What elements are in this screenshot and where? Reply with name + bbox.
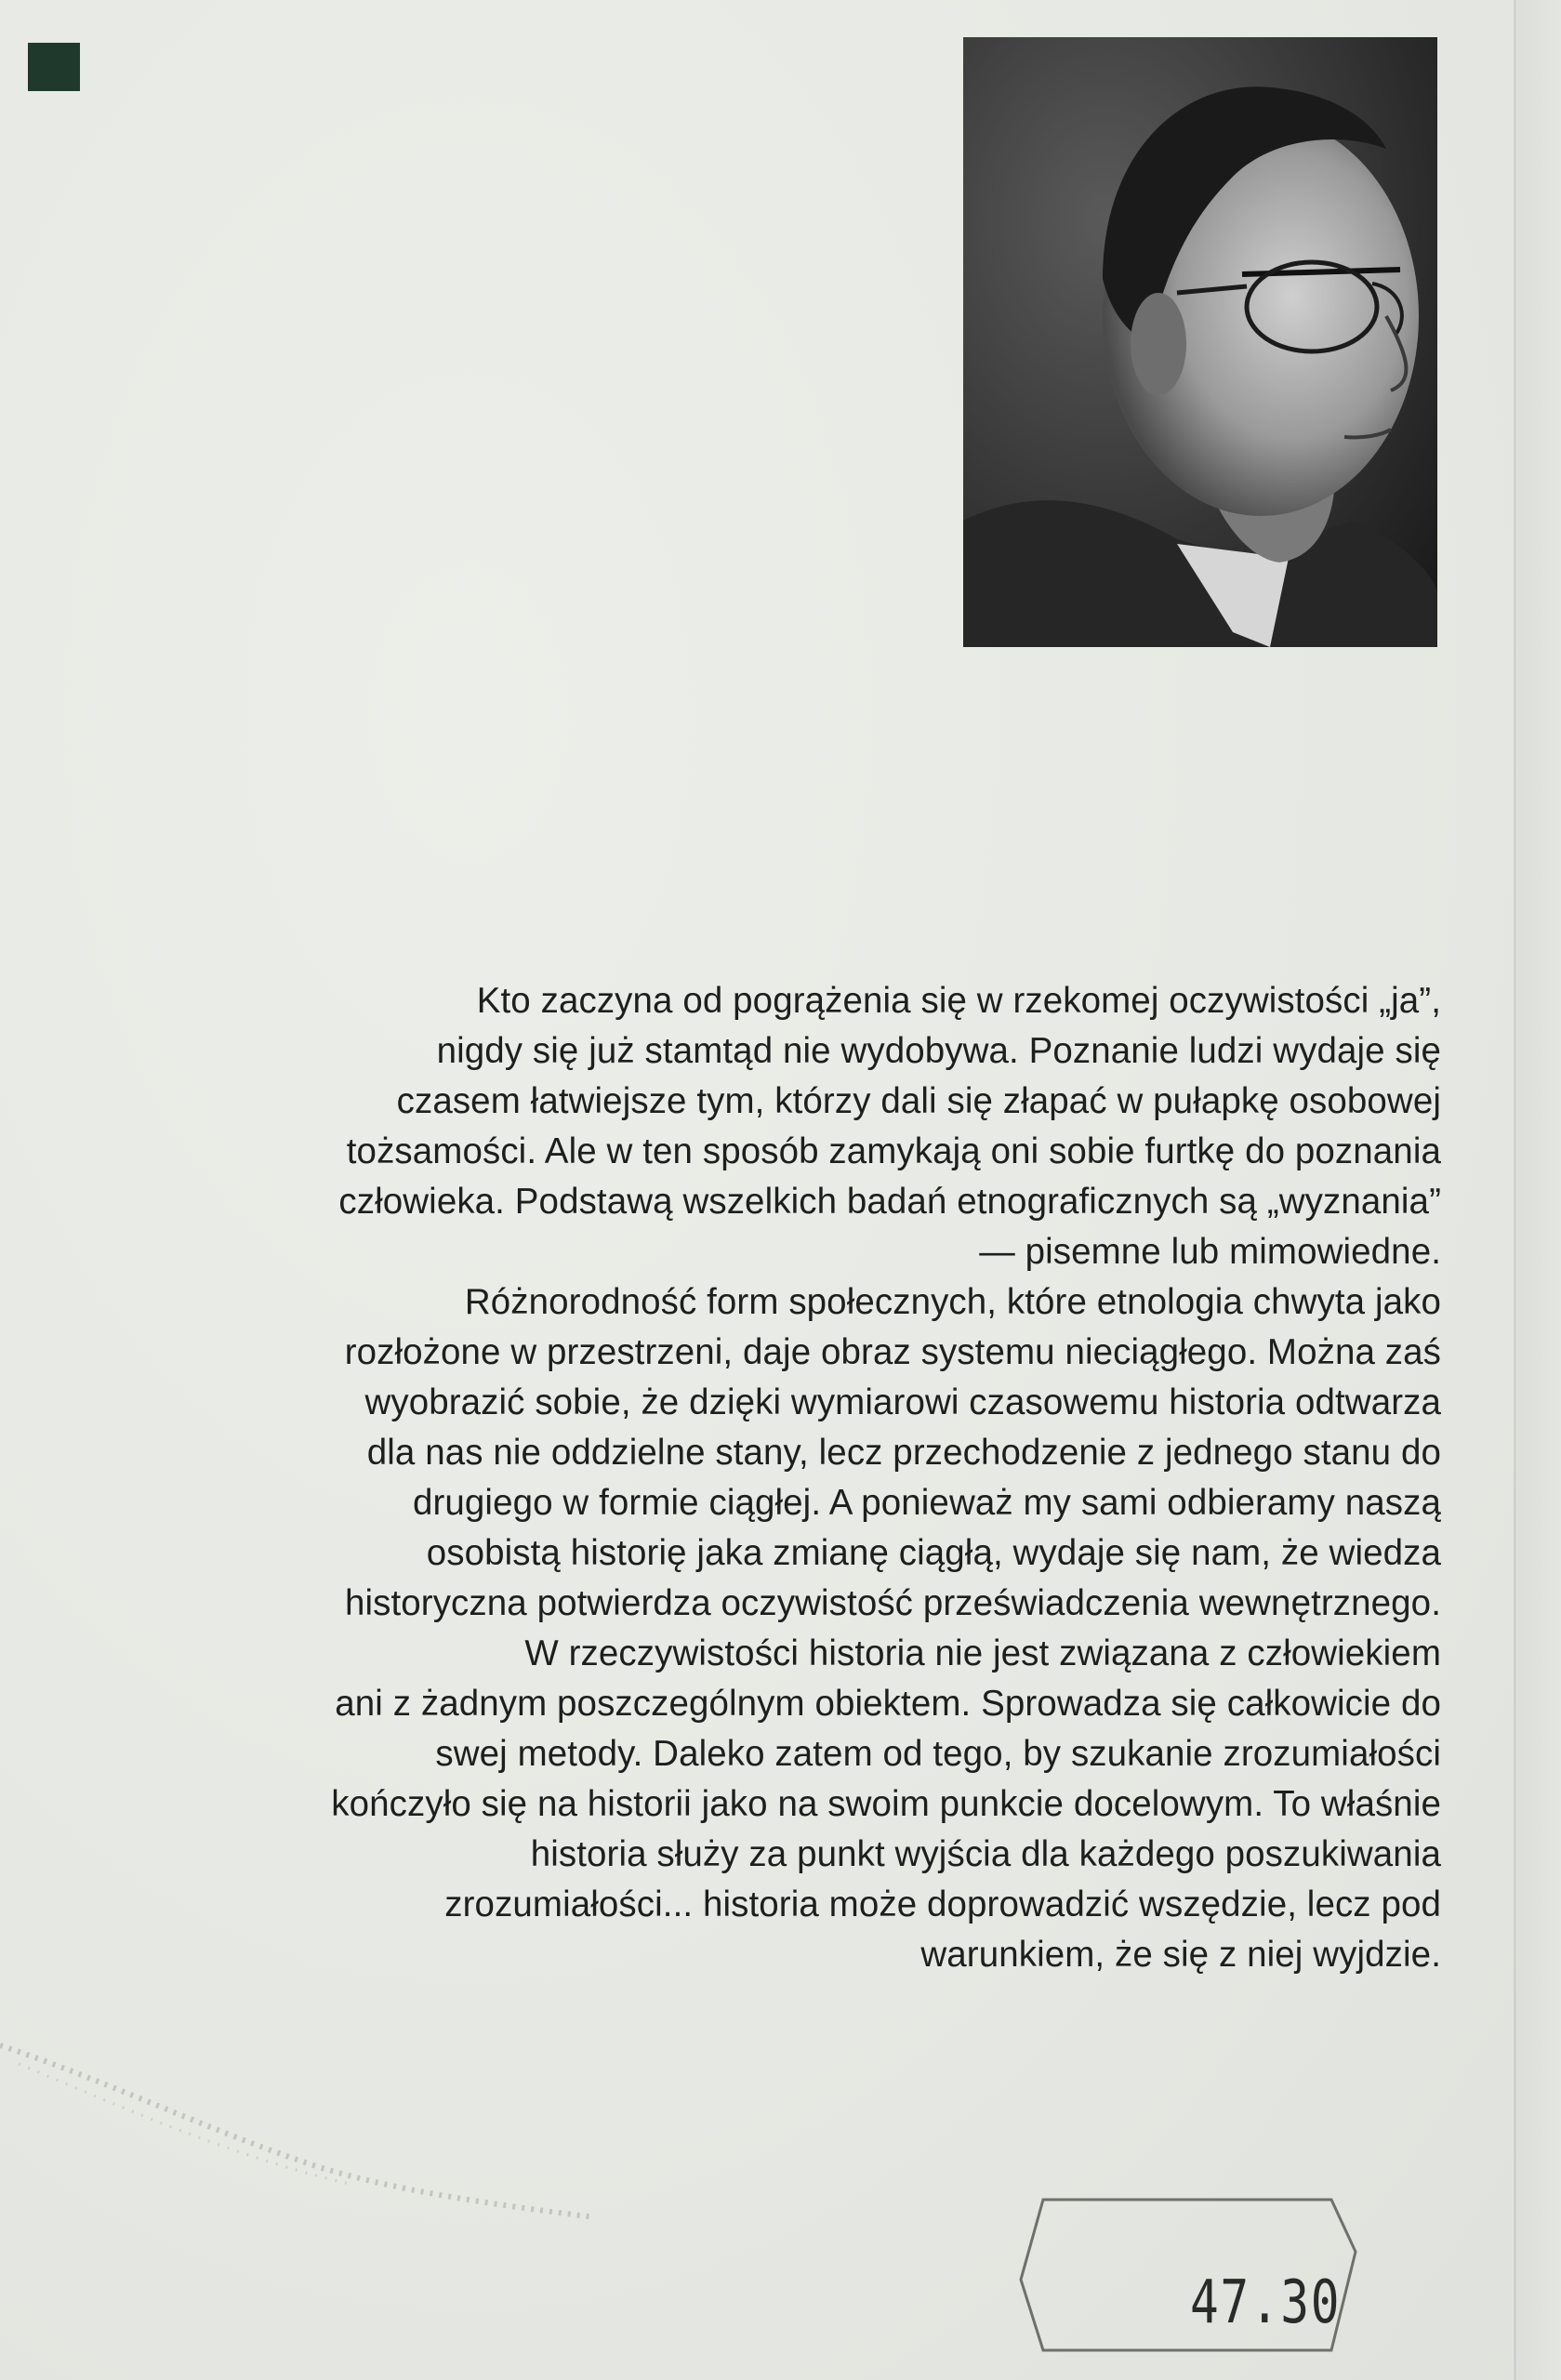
cover-scuff-marks — [0, 2027, 837, 2268]
publisher-square-mark — [28, 43, 80, 91]
blurb-line: osobistą historię jaka zmianę ciągłą, wydaje się nam, że wiedza — [426, 1533, 1441, 1573]
blurb-line: — pisemne lub mimowiedne. — [979, 1232, 1441, 1272]
blurb-line: historia służy za punkt wyjścia dla każdego poszukiwania — [530, 1834, 1441, 1874]
author-portrait-photo — [963, 37, 1437, 647]
blurb-line: ani z żadnym poszczególnym obiektem. Sprowadza się całkowicie do — [335, 1684, 1441, 1724]
blurb-line: swej metody. Daleko zatem od tego, by szukanie zrozumiałości — [435, 1734, 1441, 1774]
portrait-illustration — [963, 37, 1437, 647]
blurb-line: historyczna potwierdza oczywistość przeświadczenia wewnętrznego. — [344, 1583, 1441, 1623]
blurb-line: wyobrazić sobie, że dzięki wymiarowi czasowemu historia odtwarza — [364, 1382, 1441, 1422]
blurb-line: dla nas nie oddzielne stany, lecz przechodzenie z jednego stanu do — [366, 1433, 1441, 1473]
blurb-line: W rzeczywistości historia nie jest związana z człowiekiem — [524, 1633, 1441, 1673]
back-cover-blurb — [130, 976, 1441, 1980]
blurb-line: rozłożone w przestrzeni, daje obraz systemu nieciągłego. Można zaś — [344, 1332, 1441, 1372]
blurb-line: kończyło się na historii jako na swoim punkcie docelowym. To właśnie — [331, 1784, 1441, 1824]
blurb-line: Kto zaczyna od pogrążenia się w rzekomej oczywistości „ja”, — [476, 981, 1441, 1021]
blurb-line: czasem łatwiejsze tym, którzy dali się złapać w pułapkę osobowej — [396, 1081, 1441, 1121]
blurb-line: zrozumiałości... historia może doprowadzić wszędzie, lecz pod — [444, 1884, 1441, 1924]
spine-edge — [1517, 0, 1561, 2380]
blurb-line: człowieka. Podstawą wszelkich badań etnograficznych są „wyznania” — [338, 1182, 1441, 1222]
blurb-line: drugiego w formie ciągłej. A ponieważ my sami odbieramy naszą — [412, 1483, 1441, 1523]
blurb-line: Różnorodność form społecznych, które etnologia chwyta jako — [464, 1282, 1441, 1322]
blurb-line: warunkiem, że się z niej wyjdzie. — [920, 1935, 1441, 1975]
blurb-line: tożsamości. Ale w ten sposób zamykają oni sobie furtkę do poznania — [346, 1131, 1441, 1171]
price-label: 47.30 — [1190, 2268, 1342, 2337]
spine-fold-line — [1514, 0, 1516, 2380]
blurb-line: nigdy się już stamtąd nie wydobywa. Poznanie ludzi wydaje się — [436, 1031, 1441, 1071]
